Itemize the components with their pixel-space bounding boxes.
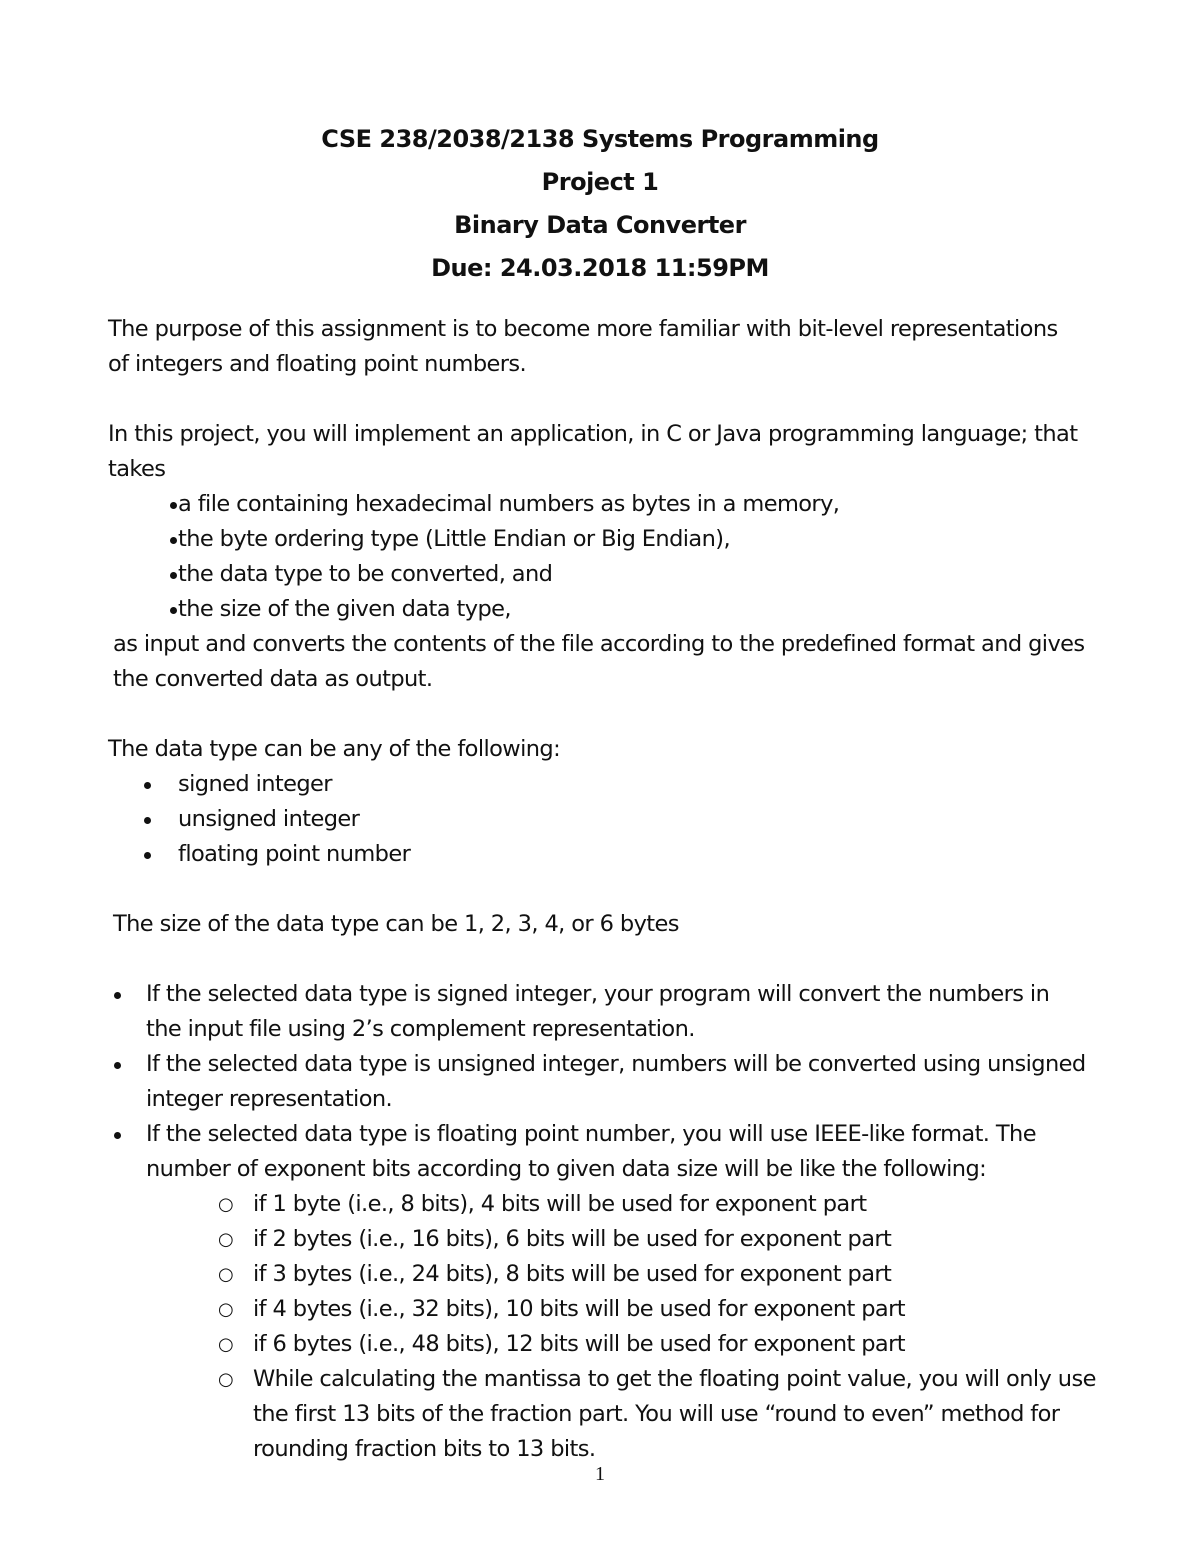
project-subtitle: Binary Data Converter bbox=[454, 211, 746, 239]
size-line: The size of the data type can be 1, 2, 3, 4, or 6 bytes bbox=[113, 911, 679, 937]
bullet-icon bbox=[144, 782, 151, 789]
bullet-icon bbox=[170, 502, 177, 509]
data-type-unsigned: unsigned integer bbox=[178, 806, 360, 832]
circle-bullet-icon: ○ bbox=[218, 1369, 234, 1390]
mantissa-line-2: the first 13 bits of the fraction part. You will use “round to even” method for bbox=[253, 1401, 1060, 1427]
sub-item-6-bytes: if 6 bytes (i.e., 48 bits), 12 bits will be used for exponent part bbox=[253, 1331, 905, 1357]
bullet-icon bbox=[114, 992, 121, 999]
circle-bullet-icon: ○ bbox=[218, 1264, 234, 1285]
rule-signed-line-1: If the selected data type is signed integer, your program will convert the numbers in bbox=[146, 981, 1050, 1007]
sub-item-1-byte: if 1 byte (i.e., 8 bits), 4 bits will be used for exponent part bbox=[253, 1191, 867, 1217]
bullet-icon bbox=[144, 817, 151, 824]
rule-float-line-1: If the selected data type is floating point number, you will use IEEE-like format. The bbox=[146, 1121, 1036, 1147]
input-item-size: the size of the given data type, bbox=[178, 596, 511, 622]
page-number: 1 bbox=[595, 1463, 605, 1485]
mantissa-line-1: While calculating the mantissa to get the floating point value, you will only use bbox=[253, 1366, 1096, 1392]
course-title: CSE 238/2038/2138 Systems Programming bbox=[321, 125, 879, 153]
sub-item-2-bytes: if 2 bytes (i.e., 16 bits), 6 bits will be used for exponent part bbox=[253, 1226, 892, 1252]
rule-unsigned-line-1: If the selected data type is unsigned integer, numbers will be converted using unsigned bbox=[146, 1051, 1086, 1077]
circle-bullet-icon: ○ bbox=[218, 1194, 234, 1215]
bullet-icon bbox=[170, 537, 177, 544]
circle-bullet-icon: ○ bbox=[218, 1299, 234, 1320]
sub-item-3-bytes: if 3 bytes (i.e., 24 bits), 8 bits will be used for exponent part bbox=[253, 1261, 892, 1287]
mantissa-line-3: rounding fraction bits to 13 bits. bbox=[253, 1436, 596, 1462]
bullet-icon bbox=[170, 572, 177, 579]
intro-line-1: In this project, you will implement an application, in C or Java programming language; that bbox=[108, 421, 1078, 447]
title-block bbox=[0, 118, 1200, 290]
circle-bullet-icon: ○ bbox=[218, 1229, 234, 1250]
circle-bullet-icon: ○ bbox=[218, 1334, 234, 1355]
input-item-data-type: the data type to be converted, and bbox=[178, 561, 553, 587]
purpose-line-2: of integers and floating point numbers. bbox=[108, 351, 527, 377]
intro-after-line-1: as input and converts the contents of the file according to the predefined format and gives bbox=[113, 631, 1085, 657]
bullet-icon bbox=[114, 1062, 121, 1069]
input-item-byte-order: the byte ordering type (Little Endian or Big Endian), bbox=[178, 526, 730, 552]
due-date: Due: 24.03.2018 11:59PM bbox=[431, 254, 769, 282]
data-type-float: floating point number bbox=[178, 841, 411, 867]
data-types-intro: The data type can be any of the following: bbox=[108, 736, 561, 762]
bullet-icon bbox=[114, 1132, 121, 1139]
rule-float-line-2: number of exponent bits according to given data size will be like the following: bbox=[146, 1156, 987, 1182]
bullet-icon bbox=[170, 607, 177, 614]
intro-after-line-2: the converted data as output. bbox=[113, 666, 433, 692]
input-item-file: a file containing hexadecimal numbers as bytes in a memory, bbox=[178, 491, 840, 517]
project-title: Project 1 bbox=[541, 168, 659, 196]
rule-unsigned-line-2: integer representation. bbox=[146, 1086, 393, 1112]
intro-line-2: takes bbox=[108, 456, 166, 482]
sub-item-4-bytes: if 4 bytes (i.e., 32 bits), 10 bits will be used for exponent part bbox=[253, 1296, 905, 1322]
bullet-icon bbox=[144, 852, 151, 859]
data-type-signed: signed integer bbox=[178, 771, 332, 797]
purpose-line-1: The purpose of this assignment is to become more familiar with bit-level representations bbox=[108, 316, 1058, 342]
rule-signed-line-2: the input file using 2’s complement representation. bbox=[146, 1016, 695, 1042]
